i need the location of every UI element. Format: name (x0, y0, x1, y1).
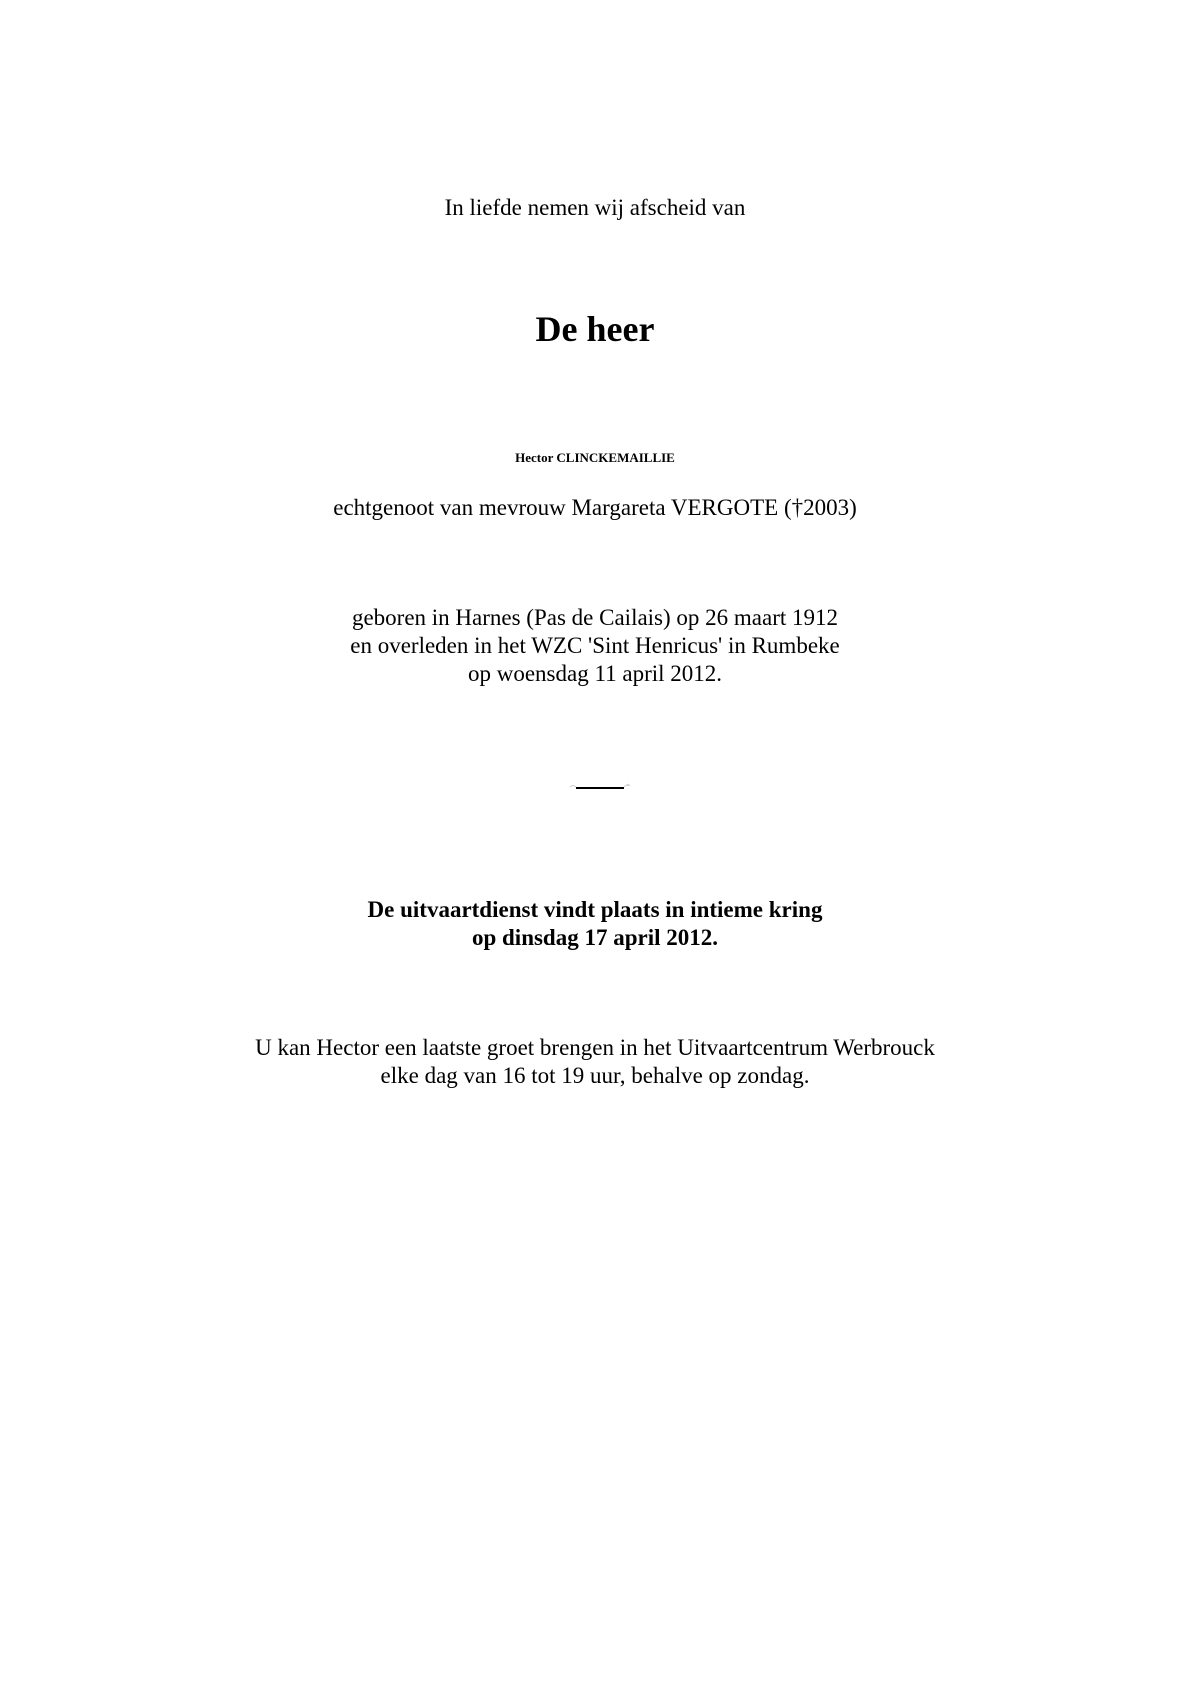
visitation-line: U kan Hector een laatste groet brengen in het Uitvaartcentrum Werbrouck (255, 1035, 935, 1060)
death-place-line: en overleden in het WZC 'Sint Henricus' in Rumbeke (350, 633, 840, 658)
decorative-divider-icon (568, 780, 632, 794)
service-line: De uitvaartdienst vindt plaats in intieme kring (367, 897, 823, 922)
intro-text: In liefde nemen wij afscheid van (444, 195, 746, 220)
spouse-text: echtgenoot van mevrouw Margareta VERGOTE (†2003) (333, 495, 857, 520)
visitation-hours-line: elke dag van 16 tot 19 uur, behalve op zondag. (380, 1063, 810, 1088)
funeral-service-block (0, 896, 1190, 952)
deceased-name: Hector CLINCKEMAILLIE (515, 450, 675, 465)
death-date-line: op woensdag 11 april 2012. (467, 661, 723, 686)
service-date-line: op dinsdag 17 april 2012. (471, 925, 719, 950)
visitation-block (0, 1034, 1190, 1090)
birth-death-block (0, 604, 1190, 688)
notice-title: De heer (535, 309, 655, 349)
birth-line: geboren in Harnes (Pas de Cailais) op 26 maart 1912 (351, 605, 839, 630)
